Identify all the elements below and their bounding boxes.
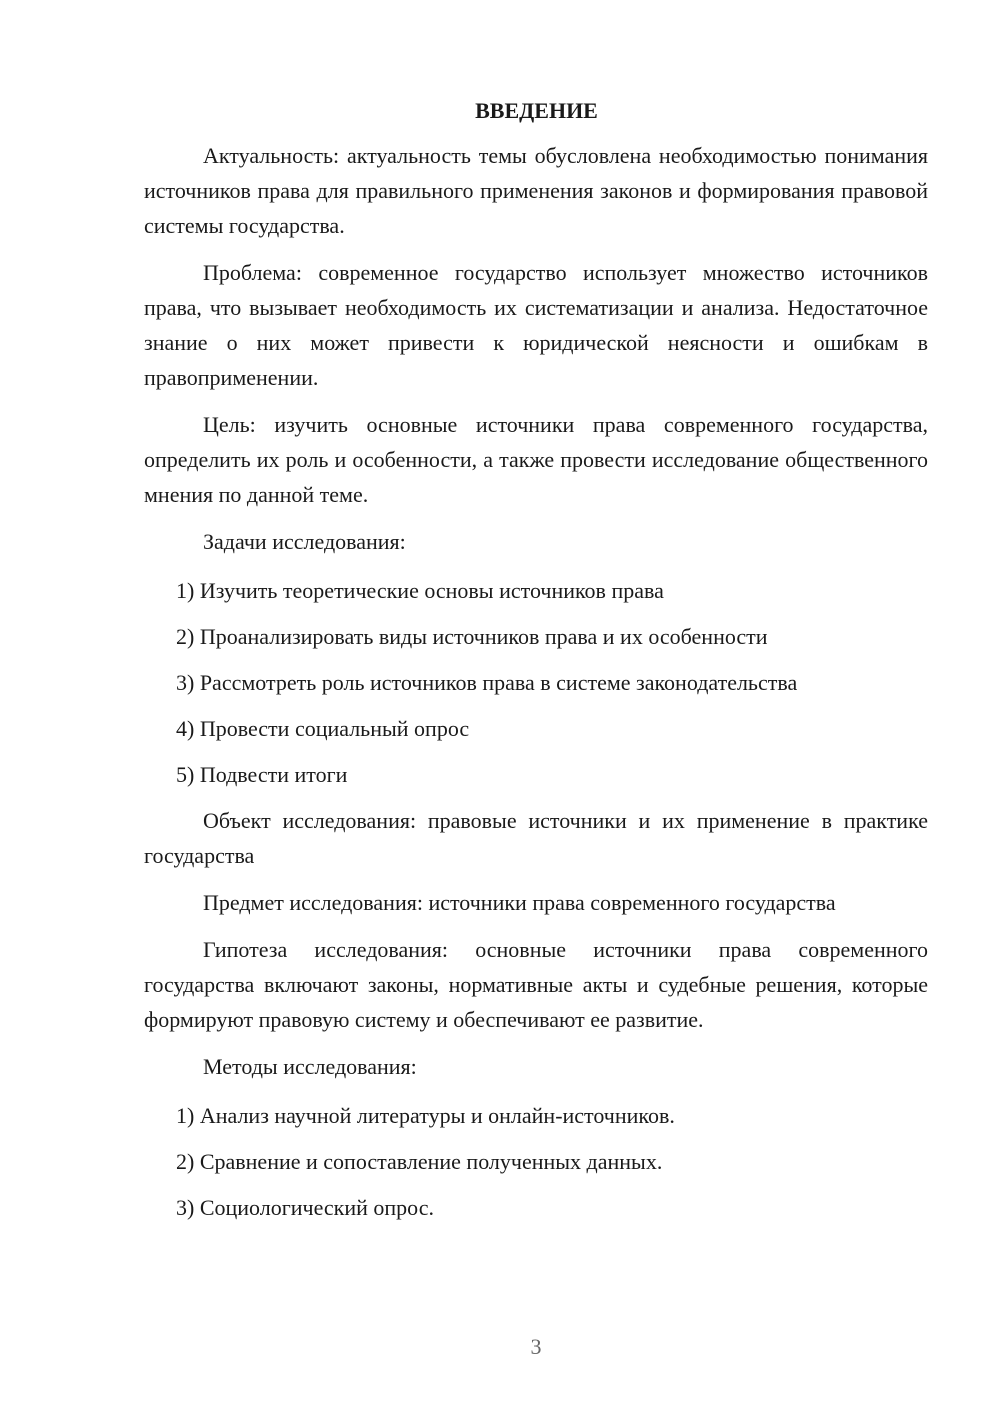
- list-item: 4) Провести социальный опрос: [176, 716, 470, 741]
- methods-heading: Методы исследования:: [203, 1054, 417, 1079]
- paragraph-hypothesis: Гипотеза исследования: основные источники права современного государства включают законы, нормативные акты и судебные решения, которые формируют правовую систему и обеспечивают ее развитие.: [144, 937, 928, 1032]
- page-title: ВВЕДЕНИЕ: [475, 98, 598, 123]
- list-item: 1) Анализ научной литературы и онлайн-источников.: [176, 1103, 675, 1128]
- list-item: 3) Рассмотреть роль источников права в системе законодательства: [176, 670, 798, 695]
- tasks-list: [144, 573, 928, 792]
- page-content: [144, 96, 928, 1236]
- list-item: 2) Проанализировать виды источников права и их особенности: [176, 624, 768, 649]
- page-number: 3: [530, 1334, 542, 1359]
- methods-list: [144, 1098, 928, 1225]
- list-item: 5) Подвести итоги: [176, 762, 348, 787]
- tasks-heading: Задачи исследования:: [203, 529, 406, 554]
- list-item: 2) Сравнение и сопоставление полученных данных.: [176, 1149, 663, 1174]
- paragraph-problem: Проблема: современное государство использует множество источников права, что вызывает необходимость их систематизации и анализа. Недостаточное знание о них может привести к юридической неясности и ошибкам в правоприменении.: [144, 260, 928, 390]
- paragraph-goal: Цель: изучить основные источники права современного государства, определить их роль и особенности, а также провести исследование общественного мнения по данной теме.: [144, 412, 928, 507]
- list-item: 1) Изучить теоретические основы источников права: [176, 578, 664, 603]
- list-item: 3) Социологический опрос.: [176, 1195, 434, 1220]
- paragraph-subject: Предмет исследования: источники права современного государства: [203, 890, 836, 915]
- paragraph-object: Объект исследования: правовые источники и их применение в практике государства: [144, 808, 928, 868]
- paragraph-relevance: Актуальность: актуальность темы обусловлена необходимостью понимания источников права для правильного применения законов и формирования правовой системы государства.: [144, 143, 928, 238]
